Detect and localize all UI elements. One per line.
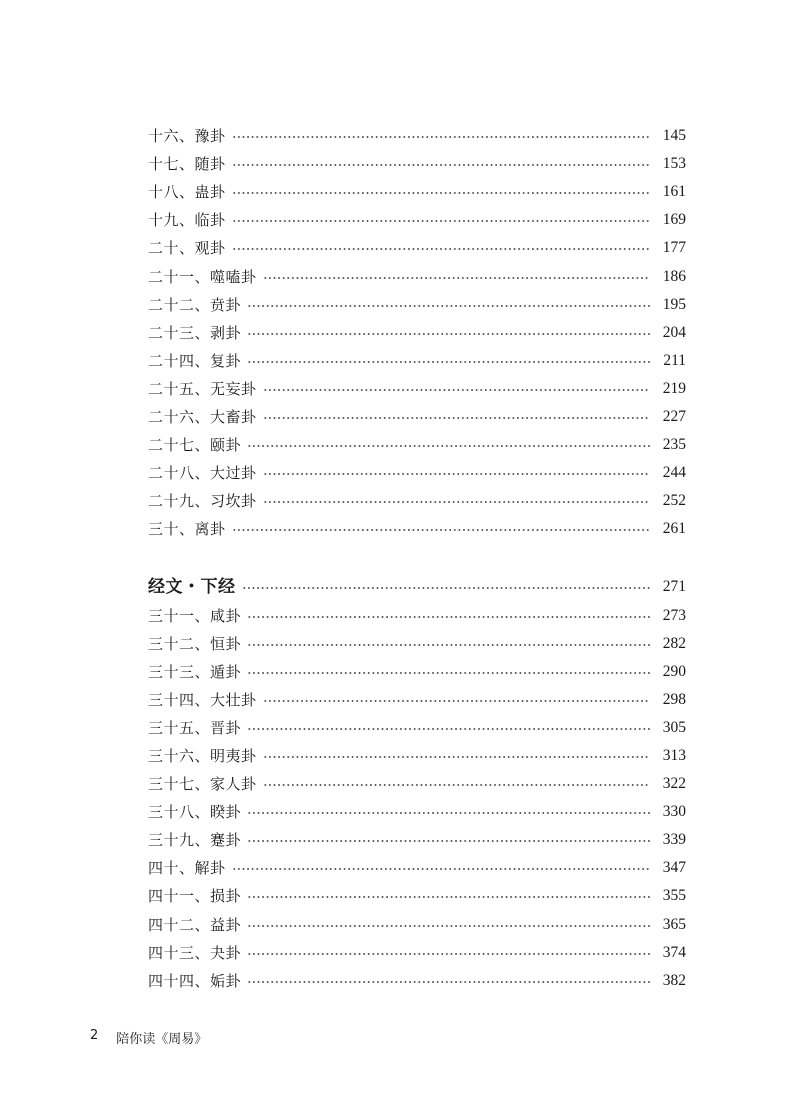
toc-entry-title: 三十四、大壮卦: [148, 690, 257, 709]
toc-entry[interactable]: [148, 206, 686, 234]
toc-entry-title: 二十三、剥卦: [148, 323, 242, 342]
dot-leader: [232, 220, 650, 222]
toc-entry[interactable]: [148, 854, 686, 882]
toc-entry[interactable]: [148, 686, 686, 714]
dot-leader: [232, 192, 650, 194]
toc-section-heading[interactable]: [148, 573, 686, 601]
dot-leader: [247, 981, 650, 983]
toc-entry[interactable]: [148, 602, 686, 630]
toc-entry-title: 三十二、恒卦: [148, 634, 242, 653]
section-gap: [148, 543, 686, 573]
toc-entry-page-number: 261: [662, 520, 686, 538]
dot-leader: [263, 700, 650, 702]
toc-entry-title: 二十九、习坎卦: [148, 492, 257, 511]
toc-entry-page-number: 244: [662, 464, 686, 482]
dot-leader: [247, 616, 650, 618]
dot-leader: [232, 136, 650, 138]
dot-leader: [247, 305, 650, 307]
toc-entry[interactable]: [148, 714, 686, 742]
toc-entry-page-number: 204: [662, 323, 686, 341]
toc-entry-page-number: 177: [662, 239, 686, 257]
toc-entry-title: 十六、豫卦: [148, 127, 226, 146]
toc-entry-page-number: 339: [662, 831, 686, 849]
toc-entry-page-number: 153: [662, 155, 686, 173]
toc-entry-page-number: 161: [662, 183, 686, 201]
toc-entry-title: 二十一、噬嗑卦: [148, 267, 257, 286]
toc-entry-page-number: 227: [662, 407, 686, 425]
toc-entry[interactable]: [148, 882, 686, 910]
section-title: 经文・下经: [148, 577, 236, 598]
dot-leader: [263, 417, 650, 419]
toc-entry[interactable]: [148, 375, 686, 403]
toc-entry-page-number: 252: [662, 492, 686, 510]
toc-entry-title: 二十二、贲卦: [148, 295, 242, 314]
toc-part-lower: [148, 602, 686, 995]
toc-entry-page-number: 347: [662, 859, 686, 877]
toc-entry-page-number: 305: [662, 718, 686, 736]
toc-entry-title: 二十五、无妄卦: [148, 379, 257, 398]
dot-leader: [247, 812, 650, 814]
toc-entry-page-number: 355: [662, 887, 686, 905]
dot-leader: [263, 784, 650, 786]
toc-entry[interactable]: [148, 967, 686, 995]
toc-entry-page-number: 282: [662, 634, 686, 652]
dot-leader: [242, 587, 651, 589]
toc-entry-page-number: 330: [662, 803, 686, 821]
toc-entry-title: 二十四、复卦: [148, 351, 242, 370]
toc-entry-title: 二十六、大畜卦: [148, 407, 257, 426]
dot-leader: [232, 868, 650, 870]
toc-entry[interactable]: [148, 770, 686, 798]
toc-entry-page-number: 235: [662, 436, 686, 454]
toc-entry-page-number: 374: [662, 943, 686, 961]
toc-entry-title: 四十三、夬卦: [148, 943, 242, 962]
dot-leader: [247, 953, 650, 955]
dot-leader: [247, 644, 650, 646]
toc-entry-page-number: 186: [662, 267, 686, 285]
toc-entry[interactable]: [148, 150, 686, 178]
dot-leader: [263, 389, 650, 391]
toc-entry[interactable]: [148, 347, 686, 375]
toc-entry[interactable]: [148, 459, 686, 487]
page-footer: [90, 1028, 207, 1047]
dot-leader: [247, 445, 650, 447]
toc-part-upper: [148, 122, 686, 543]
toc-entry[interactable]: [148, 122, 686, 150]
section-page-number: 271: [662, 578, 686, 596]
toc-entry[interactable]: [148, 911, 686, 939]
footer-page-number: 2: [90, 1028, 99, 1043]
toc-entry-page-number: 219: [662, 379, 686, 397]
toc-entry[interactable]: [148, 431, 686, 459]
dot-leader: [263, 277, 650, 279]
toc-entry[interactable]: [148, 826, 686, 854]
toc-entry[interactable]: [148, 798, 686, 826]
toc-entry[interactable]: [148, 178, 686, 206]
toc-entry-title: 四十四、姤卦: [148, 971, 242, 990]
toc-entry[interactable]: [148, 742, 686, 770]
dot-leader: [247, 896, 650, 898]
dot-leader: [247, 361, 650, 363]
toc-entry[interactable]: [148, 939, 686, 967]
toc-entry-title: 三十九、蹇卦: [148, 831, 242, 850]
toc-entry-page-number: 211: [663, 351, 686, 369]
dot-leader: [232, 248, 650, 250]
toc-entry-title: 十九、临卦: [148, 211, 226, 230]
toc-entry-title: 四十、解卦: [148, 859, 226, 878]
toc-entry-page-number: 195: [662, 295, 686, 313]
toc-entry-title: 三十六、明夷卦: [148, 747, 257, 766]
dot-leader: [247, 672, 650, 674]
dot-leader: [232, 529, 650, 531]
toc-entry-page-number: 298: [662, 690, 686, 708]
toc-entry-page-number: 365: [662, 915, 686, 933]
dot-leader: [247, 728, 650, 730]
toc-entry-title: 三十三、遁卦: [148, 662, 242, 681]
dot-leader: [247, 840, 650, 842]
toc-entry-title: 三十七、家人卦: [148, 775, 257, 794]
table-of-contents: [148, 122, 686, 995]
toc-entry-title: 三十八、睽卦: [148, 803, 242, 822]
dot-leader: [232, 164, 650, 166]
toc-entry[interactable]: [148, 262, 686, 290]
toc-entry-title: 二十八、大过卦: [148, 464, 257, 483]
toc-entry[interactable]: [148, 630, 686, 658]
toc-entry[interactable]: [148, 319, 686, 347]
toc-entry-page-number: 382: [662, 971, 686, 989]
toc-entry[interactable]: [148, 403, 686, 431]
toc-entry-page-number: 322: [662, 775, 686, 793]
toc-entry-title: 二十七、颐卦: [148, 436, 242, 455]
toc-entry-page-number: 290: [662, 662, 686, 680]
toc-entry-page-number: 273: [662, 606, 686, 624]
toc-entry-title: 十八、蛊卦: [148, 183, 226, 202]
footer-book-title: 陪你读《周易》: [116, 1032, 208, 1047]
toc-entry[interactable]: [148, 234, 686, 262]
toc-entry-page-number: 145: [662, 127, 686, 145]
toc-entry-title: 四十一、损卦: [148, 887, 242, 906]
dot-leader: [263, 473, 650, 475]
toc-entry[interactable]: [148, 291, 686, 319]
dot-leader: [263, 756, 650, 758]
toc-entry-title: 三十、离卦: [148, 520, 226, 539]
toc-entry[interactable]: [148, 515, 686, 543]
toc-entry-title: 三十一、咸卦: [148, 606, 242, 625]
toc-entry-title: 二十、观卦: [148, 239, 226, 258]
dot-leader: [247, 925, 650, 927]
toc-entry[interactable]: [148, 487, 686, 515]
toc-entry-page-number: 313: [662, 747, 686, 765]
dot-leader: [263, 501, 650, 503]
toc-entry-page-number: 169: [662, 211, 686, 229]
toc-entry-title: 四十二、益卦: [148, 915, 242, 934]
dot-leader: [247, 333, 650, 335]
toc-entry[interactable]: [148, 658, 686, 686]
toc-entry-title: 十七、随卦: [148, 155, 226, 174]
toc-entry-title: 三十五、晋卦: [148, 718, 242, 737]
